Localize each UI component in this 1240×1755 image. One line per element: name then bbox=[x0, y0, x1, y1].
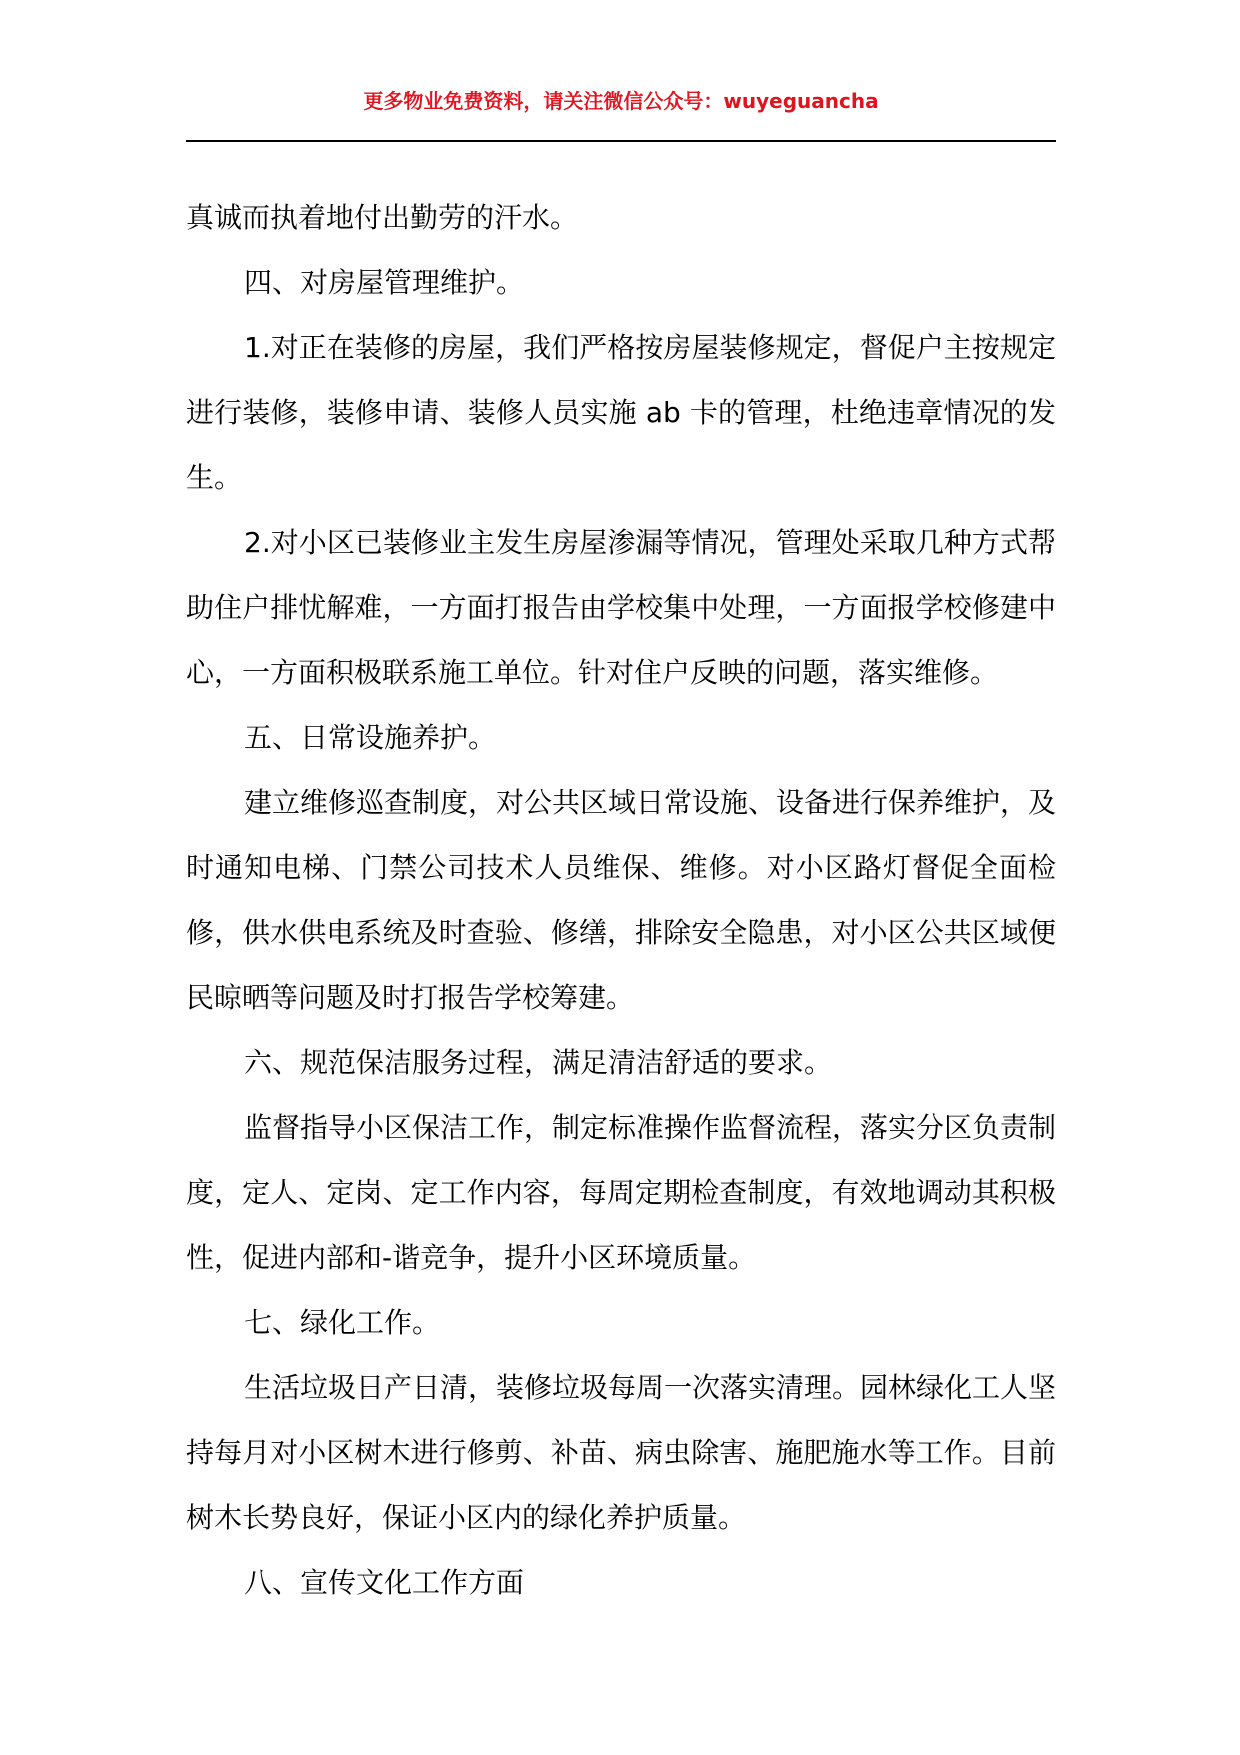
section-heading-greening: 七、绿化工作。 bbox=[244, 1306, 441, 1339]
header-divider bbox=[186, 140, 1056, 142]
paragraph-cleaning-supervision: 监督指导小区保洁工作，制定标准操作监督流程，落实分区负责制度，定人、定岗、定工作内容，每周定期检查制度，有效地调动其积极性，促进内部和-谐竞争，提升小区环境质量。 bbox=[186, 1111, 1057, 1274]
paragraph-continuation: 真诚而执着地付出勤劳的汗水。 bbox=[186, 201, 579, 234]
paragraph-greening-work: 生活垃圾日产日清，装修垃圾每周一次落实清理。园林绿化工人坚持每月对小区树木进行修剪、补苗、病虫除害、施肥施水等工作。目前树木长势良好，保证小区内的绿化养护质量。 bbox=[186, 1371, 1057, 1534]
section-heading-facility-maintenance: 五、日常设施养护。 bbox=[244, 721, 497, 754]
paragraph-facility-inspection: 建立维修巡查制度，对公共区域日常设施、设备进行保养维护，及时通知电梯、门禁公司技术人员维保、维修。对小区路灯督促全面检修，供水供电系统及时查验、修缮，排除安全隐患，对小区公共区域便民晾晒等问题及时打报告学校筹建。 bbox=[186, 786, 1057, 1014]
page-header-notice: 更多物业免费资料，请关注微信公众号：wuyeguancha bbox=[363, 89, 879, 113]
paragraph-renovation-rules: 1.对正在装修的房屋，我们严格按房屋装修规定，督促户主按规定进行装修，装修申请、装修人员实施 ab 卡的管理，杜绝违章情况的发生。 bbox=[186, 331, 1056, 494]
section-heading-house-maintenance: 四、对房屋管理维护。 bbox=[244, 266, 525, 299]
section-heading-publicity-culture: 八、宣传文化工作方面 bbox=[244, 1566, 525, 1599]
section-heading-cleaning-service: 六、规范保洁服务过程，满足清洁舒适的要求。 bbox=[244, 1046, 833, 1079]
paragraph-leak-handling: 2.对小区已装修业主发生房屋渗漏等情况，管理处采取几种方式帮助住户排忧解难，一方面打报告由学校集中处理，一方面报学校修建中心，一方面积极联系施工单位。针对住户反映的问题，落实维修。 bbox=[186, 526, 1056, 689]
document-body bbox=[186, 185, 1056, 1615]
